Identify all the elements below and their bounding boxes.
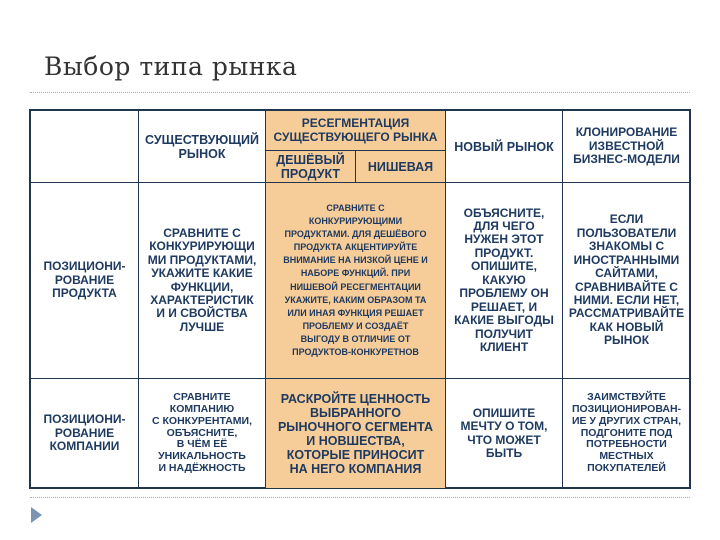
cell-resegmentation-company: РАСКРОЙТЕ ЦЕННОСТЬ ВЫБРАННОГО РЫНОЧНОГО СЕГМЕНТА И НОВШЕСТВА, КОТОРЫЕ ПРИНОСИТ НА НЕГО КОМПАНИЯ [265,378,446,489]
cell-resegmentation-product: СРАВНИТЕ С КОНКУРИРУЮЩИМИ ПРОДУКТАМИ. ДЛЯ ДЕШЁВОГО ПРОДУКТА АКЦЕНТИРУЙТЕ ВНИМАНИЕ НА НИЗКОЙ ЦЕНЕ И НАБОРЕ ФУНКЦИЙ. ПРИ НИШЕВОЙ РЕСЕГМЕНТАЦИИ УКАЖИТЕ, КАКИМ ОБРАЗОМ ТА ИЛИ ИНАЯ ФУНКЦИЯ РЕШАЕТ ПРОБЛЕМУ И СОЗДАЁТ ВЫГОДУ В ОТЛИЧИЕ ОТ ПРОДУКТОВ-КОНКУРЕТНОВ [265,182,446,379]
header-empty [30,110,139,183]
header-new-market: НОВЫЙ РЫНОК [445,110,563,183]
cell-new-company: ОПИШИТЕ МЕЧТУ О ТОМ, ЧТО МОЖЕТ БЫТЬ [445,378,563,489]
divider-top [30,92,690,93]
cell-existing-company: СРАВНИТЕ КОМПАНИЮ С КОНКУРЕНТАМИ, ОБЪЯСНИТЕ, В ЧЁМ ЕЁ УНИКАЛЬНОСТЬ И НАДЁЖНОСТЬ [138,378,266,489]
row-label-company-positioning: ПОЗИЦИОНИ- РОВАНИЕ КОМПАНИИ [30,378,139,489]
slide-title: Выбор типа рынка [44,52,298,81]
header-niche: НИШЕВАЯ [355,150,446,183]
header-cheap-product: ДЕШЁВЫЙ ПРОДУКТ [265,150,356,183]
bullet-arrow-icon [31,507,42,523]
row-label-product-positioning: ПОЗИЦИОНИ- РОВАНИЕ ПРОДУКТА [30,182,139,379]
header-existing-market: СУЩЕСТВУЮЩИЙ РЫНОК [138,110,266,183]
header-clone-model: КЛОНИРОВАНИЕ ИЗВЕСТНОЙ БИЗНЕС-МОДЕЛИ [562,110,691,183]
cell-new-product: ОБЪЯСНИТЕ, ДЛЯ ЧЕГО НУЖЕН ЭТОТ ПРОДУКТ. ОПИШИТЕ, КАКУЮ ПРОБЛЕМУ ОН РЕШАЕТ, И КАКИЕ ВЫГОДЫ ПОЛУЧИТ КЛИЕНТ [445,182,563,379]
cell-existing-product: СРАВНИТЕ С КОНКУРИРУЮЩИ МИ ПРОДУКТАМИ, УКАЖИТЕ КАКИЕ ФУНКЦИИ, ХАРАКТЕРИСТИК И И СВОЙСТВА ЛУЧШЕ [138,182,266,379]
divider-bottom [30,497,690,498]
cell-clone-product: ЕСЛИ ПОЛЬЗОВАТЕЛИ ЗНАКОМЫ С ИНОСТРАННЫМИ САЙТАМИ, СРАВНИВАЙТЕ С НИМИ. ЕСЛИ НЕТ, РАССМАТРИВАЙТЕ КАК НОВЫЙ РЫНОК [562,182,691,379]
header-resegmentation: РЕСЕГМЕНТАЦИЯ СУЩЕСТВУЮЩЕГО РЫНКА [265,110,446,151]
cell-clone-company: ЗАИМСТВУЙТЕ ПОЗИЦИОНИРОВАН- ИЕ У ДРУГИХ СТРАН, ПОДГОНИТЕ ПОД ПОТРЕБНОСТИ МЕСТНЫХ ПОКУПАТЕЛЕЙ [562,378,691,489]
